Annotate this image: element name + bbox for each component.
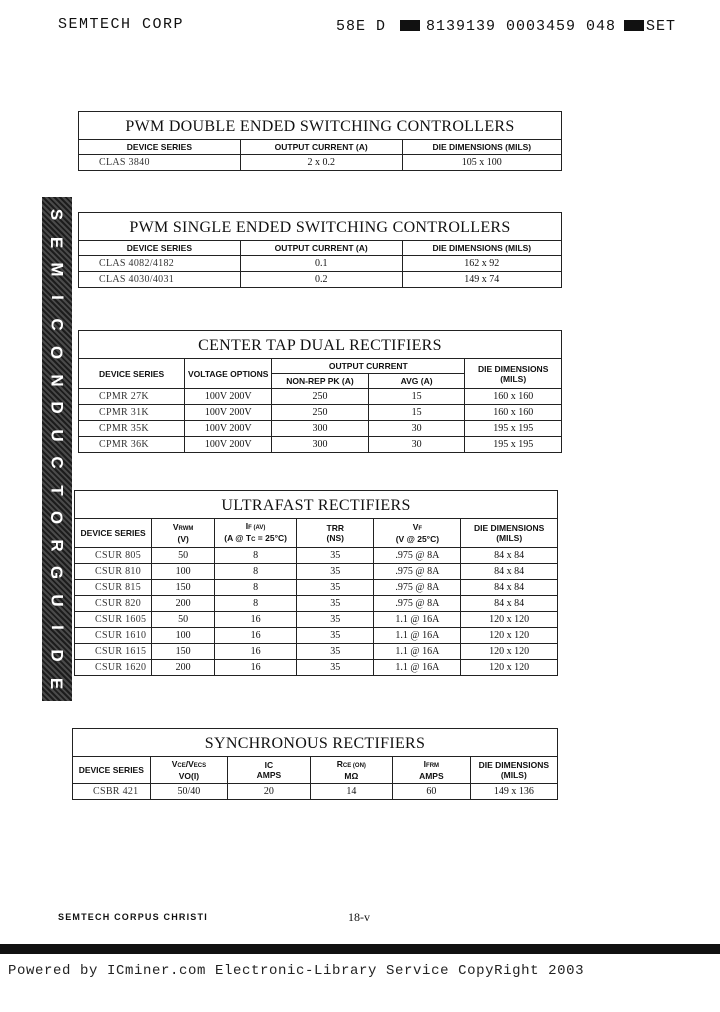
table-cell: 300 [272,437,369,453]
table-cell: 15 [368,389,465,405]
table-cell: 120 x 120 [461,612,558,628]
col-vf [374,519,461,548]
table-cell: CSUR 1615 [75,644,152,660]
table-cell: 120 x 120 [461,644,558,660]
synchronous-grid [72,756,558,800]
col-output-current: OUTPUT CURRENT (A) [240,140,402,155]
table-cell: .975 @ 8A [374,580,461,596]
col-die-dimensions: DIE DIMENSIONS (MILS) [402,241,561,256]
trr-symbol: TRR [326,523,345,533]
table-cell: 250 [272,405,369,421]
table-row [75,564,558,580]
col-voltage-options: VOLTAGE OPTIONS [185,359,272,389]
header-company: SEMTECH CORP [58,16,185,33]
col-device-series: DEVICE SERIES [79,241,241,256]
table-cell: CPMR 31K [79,405,185,421]
table-cell: CSUR 1620 [75,660,152,676]
if-cond: (A @ T [224,533,252,543]
powered-by-note: Powered by ICminer.com Electronic-Library Service CopyRight 2003 [8,963,585,979]
table-cell: 100V 200V [185,421,272,437]
table-cell: 120 x 120 [461,628,558,644]
side-letter: O [47,511,67,525]
col-if [215,519,297,548]
vce-unit: VO(I) [178,771,200,781]
table-cell: 120 x 120 [461,660,558,676]
side-letter: G [47,566,67,580]
col-die-dimensions: DIE DIMENSIONS (MILS) [461,519,558,548]
table-cell: 84 x 84 [461,564,558,580]
col-trr [297,519,374,548]
page-number: 18-v [348,910,370,924]
table-cell: CPMR 27K [79,389,185,405]
table-cell: 35 [297,580,374,596]
table-cell: 2 x 0.2 [240,155,402,171]
table-cell: 300 [272,421,369,437]
pwm-double-grid [78,139,562,171]
block-mark [624,20,644,31]
trr-unit: (NS) [326,533,345,543]
col-rce [310,757,392,784]
ic-unit: AMPS [256,770,282,780]
table-cell: 160 x 160 [465,405,562,421]
header-code1: 58E D [336,18,387,35]
col-device-series: DEVICE SERIES [73,757,151,784]
table-cell: CSUR 810 [75,564,152,580]
table-row [73,784,558,800]
table-row [79,272,562,288]
table-row [75,596,558,612]
table-cell: 100V 200V [185,389,272,405]
table-cell: 16 [215,628,297,644]
table-cell: CLAS 3840 [79,155,241,171]
table-cell: CLAS 4082/4182 [79,256,241,272]
side-letter: N [47,373,67,387]
vf-sub: F [418,526,423,532]
side-letter: I [47,295,67,300]
table-cell: CPMR 35K [79,421,185,437]
table-row [75,660,558,676]
table-row [79,437,562,453]
col-ic [228,757,310,784]
side-letter: D [47,649,67,662]
table-row [75,580,558,596]
table-center-tap [78,330,562,453]
table-cell: 1.1 @ 16A [374,628,461,644]
table-row [79,256,562,272]
table-cell: 0.1 [240,256,402,272]
table-cell: 35 [297,596,374,612]
table-cell: CSUR 805 [75,548,152,564]
table-title: PWM SINGLE ENDED SWITCHING CONTROLLERS [129,219,511,236]
table-synchronous [72,728,558,800]
side-letter: R [47,539,67,552]
rce-symbol: R [336,759,343,769]
rce-unit: MΩ [344,771,359,781]
table-cell: 84 x 84 [461,580,558,596]
table-cell: 20 [228,784,310,800]
table-cell: 16 [215,612,297,628]
col-avg: AVG (A) [368,374,465,389]
table-cell: 15 [368,405,465,421]
table-cell: 100V 200V [185,437,272,453]
header-code2: 8139139 0003459 048 [426,18,617,35]
table-cell: 14 [310,784,392,800]
table-cell: 16 [215,644,297,660]
rce-sub: CE (ON) [342,763,366,769]
side-letter: E [47,236,67,248]
if-sub: F (AV) [248,525,266,531]
table-cell: 84 x 84 [461,548,558,564]
vrwm-unit: (V) [177,534,189,544]
col-non-rep-pk: NON-REP PK (A) [272,374,369,389]
side-letter: E [47,677,67,689]
table-cell: 1.1 @ 16A [374,612,461,628]
table-row [79,389,562,405]
table-cell: 149 x 136 [470,784,557,800]
table-title: SYNCHRONOUS RECTIFIERS [204,735,426,752]
table-cell: 50/40 [150,784,228,800]
table-cell: 0.2 [240,272,402,288]
table-cell: .975 @ 8A [374,548,461,564]
table-row [79,405,562,421]
table-cell: CLAS 4030/4031 [79,272,241,288]
vce-sub2: ECS [193,763,207,769]
table-cell: 50 [152,548,215,564]
side-letter: D [47,401,67,414]
table-cell: 35 [297,548,374,564]
table-cell: 35 [297,628,374,644]
col-vrwm [152,519,215,548]
table-cell: 30 [368,437,465,453]
table-row [79,155,562,171]
table-cell: 8 [215,564,297,580]
side-letter: C [47,318,67,332]
table-pwm-double [78,111,562,171]
ifrm-sub: FRM [426,763,440,769]
table-cell: 100V 200V [185,405,272,421]
table-cell: 195 x 195 [465,437,562,453]
side-letter: I [47,625,67,631]
vce-mid: /V [185,759,194,769]
table-cell: 100 [152,628,215,644]
ifrm-symbol: I [423,759,427,769]
table-cell: 16 [215,660,297,676]
table-cell: 60 [393,784,471,800]
table-cell: CSUR 815 [75,580,152,596]
col-die-dimensions: DIE DIMENSIONS (MILS) [465,359,562,389]
col-output-current: OUTPUT CURRENT (A) [240,241,402,256]
table-cell: 35 [297,564,374,580]
table-cell: CSBR 421 [73,784,151,800]
table-cell: 150 [152,644,215,660]
table-cell: 8 [215,580,297,596]
table-title: ULTRAFAST RECTIFIERS [221,497,411,514]
side-letter: S [47,209,67,221]
table-cell: 160 x 160 [465,389,562,405]
table-cell: 149 x 74 [402,272,561,288]
table-cell: CSUR 820 [75,596,152,612]
table-cell: CSUR 1605 [75,612,152,628]
block-mark [400,20,420,31]
if-cond-end: = 25°C) [255,533,287,543]
table-row [75,628,558,644]
center-tap-grid [78,358,562,453]
table-ultrafast [74,490,558,676]
table-cell: 8 [215,548,297,564]
table-row [75,644,558,660]
col-device-series: DEVICE SERIES [79,359,185,389]
side-letter: O [47,345,67,360]
col-ifrm [393,757,471,784]
table-title: PWM DOUBLE ENDED SWITCHING CONTROLLERS [125,118,515,135]
vrwm-sub: RWM [178,526,194,532]
table-cell: 1.1 @ 16A [374,660,461,676]
vce-symbol: V [171,759,178,769]
table-cell: 84 x 84 [461,596,558,612]
if-symbol: I [245,521,249,531]
pwm-single-grid [78,240,562,288]
vf-cond: (V @ 25°C) [395,534,440,544]
footer-company: SEMTECH CORPUS CHRISTI [58,912,208,922]
col-device-series: DEVICE SERIES [75,519,152,548]
table-cell: 195 x 195 [465,421,562,437]
table-cell: 1.1 @ 16A [374,644,461,660]
col-die-dimensions: DIE DIMENSIONS (MILS) [470,757,557,784]
side-letter: U [47,594,67,607]
vce-sub: CE [177,763,186,769]
table-cell: 250 [272,389,369,405]
ifrm-unit: AMPS [419,771,444,781]
table-cell: .975 @ 8A [374,564,461,580]
table-cell: 150 [152,580,215,596]
table-cell: 200 [152,596,215,612]
side-letter: T [47,485,67,496]
side-letter: M [47,262,67,277]
col-device-series: DEVICE SERIES [79,140,241,155]
ic-symbol: IC [264,760,274,770]
side-letter: U [47,429,67,442]
col-die-dimensions: DIE DIMENSIONS (MILS) [402,140,561,155]
table-cell: 35 [297,644,374,660]
table-title: CENTER TAP DUAL RECTIFIERS [198,337,442,354]
ultrafast-grid [74,518,558,676]
table-cell: .975 @ 8A [374,596,461,612]
table-row [75,548,558,564]
table-cell: 105 x 100 [402,155,561,171]
side-letter: C [47,456,67,469]
table-cell: 35 [297,660,374,676]
table-cell: 50 [152,612,215,628]
table-row [75,612,558,628]
table-cell: CSUR 1610 [75,628,152,644]
vf-symbol: V [412,522,419,532]
if-cond-sub: C [251,537,256,543]
table-cell: 162 x 92 [402,256,561,272]
table-cell: 8 [215,596,297,612]
vrwm-symbol: V [172,522,179,532]
table-pwm-single [78,212,562,288]
table-cell: CPMR 36K [79,437,185,453]
col-vce [150,757,228,784]
table-cell: 200 [152,660,215,676]
table-cell: 35 [297,612,374,628]
table-cell: 30 [368,421,465,437]
table-cell: 100 [152,564,215,580]
side-bar-semiconductor-guide [42,197,72,701]
table-row [79,421,562,437]
header-codes [336,18,676,35]
col-output-current: OUTPUT CURRENT [272,359,465,374]
footer-divider [0,944,720,954]
header-code3: SET [646,18,677,35]
